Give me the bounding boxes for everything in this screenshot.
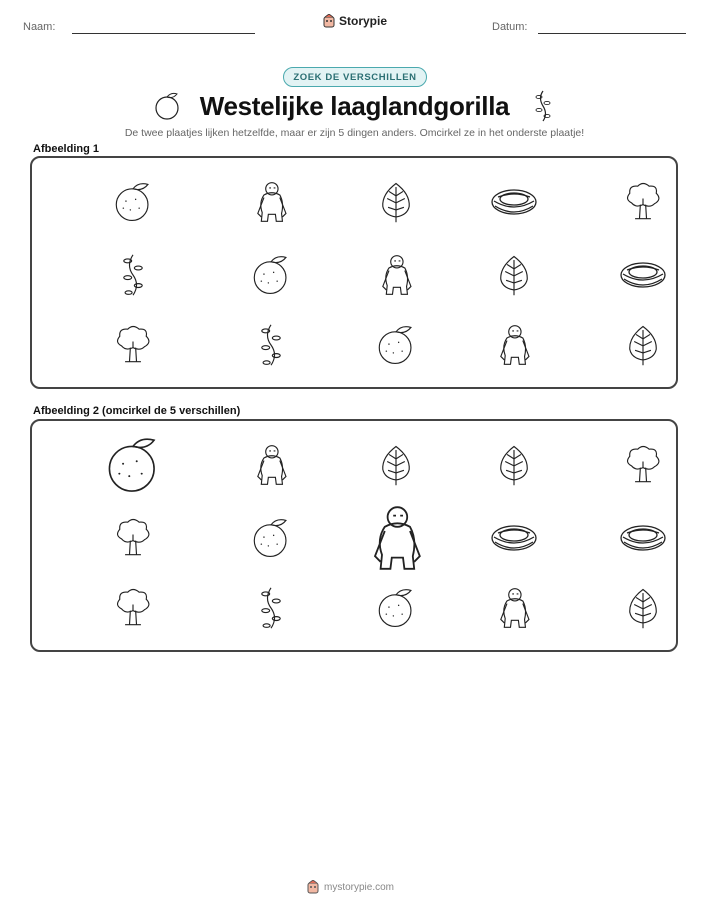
nest-icon <box>611 243 675 307</box>
leaf-icon[interactable] <box>611 576 675 640</box>
gorilla-icon <box>239 170 303 234</box>
nest-icon[interactable] <box>611 506 675 570</box>
gorilla-icon[interactable] <box>239 433 303 497</box>
leaf-icon[interactable] <box>482 433 546 497</box>
picture-2-panel[interactable] <box>30 419 678 652</box>
gorilla-icon[interactable] <box>361 503 431 573</box>
storypie-mascot-icon <box>323 14 335 28</box>
instructions: De twee plaatjes lijken hetzelfde, maar er zijn 5 dingen anders. Omcirkel ze in het onderste plaatje! <box>124 127 585 139</box>
picture-1-panel <box>30 156 678 389</box>
tree-icon[interactable] <box>611 433 675 497</box>
picture-2-label: Afbeelding 2 (omcirkel de 5 verschillen) <box>33 405 241 417</box>
footer <box>307 880 394 894</box>
tree-icon[interactable] <box>101 506 165 570</box>
orange-icon[interactable] <box>364 576 428 640</box>
picture-1-label: Afbeelding 1 <box>33 143 100 155</box>
leaf-icon[interactable] <box>364 433 428 497</box>
gorilla-icon[interactable] <box>482 576 546 640</box>
date-line[interactable] <box>538 33 686 34</box>
leaf-icon <box>482 243 546 307</box>
date-label: Datum: <box>492 21 528 33</box>
gorilla-icon <box>482 313 546 377</box>
name-line[interactable] <box>72 33 255 34</box>
leaf-icon <box>364 170 428 234</box>
tree-icon[interactable] <box>101 576 165 640</box>
page-title: Westelijke laaglandgorilla <box>199 91 510 121</box>
footer-url: mystorypie.com <box>324 881 395 893</box>
storypie-mascot-icon <box>307 880 319 894</box>
vine-icon[interactable] <box>239 576 303 640</box>
tree-icon <box>101 313 165 377</box>
vine-icon <box>239 313 303 377</box>
vine-icon <box>535 90 551 122</box>
activity-badge: ZOEK DE VERSCHILLEN <box>283 67 427 87</box>
orange-icon <box>239 243 303 307</box>
vine-icon <box>101 243 165 307</box>
nest-icon <box>482 170 546 234</box>
orange-icon <box>364 313 428 377</box>
orange-icon[interactable] <box>101 433 165 497</box>
nest-icon[interactable] <box>482 506 546 570</box>
name-label: Naam: <box>23 21 56 33</box>
gorilla-icon <box>364 243 428 307</box>
tree-icon <box>611 170 675 234</box>
brand-name: Storypie <box>339 14 388 28</box>
orange-icon <box>101 170 165 234</box>
brand-logo <box>323 14 387 28</box>
orange-icon[interactable] <box>239 506 303 570</box>
leaf-icon <box>611 313 675 377</box>
